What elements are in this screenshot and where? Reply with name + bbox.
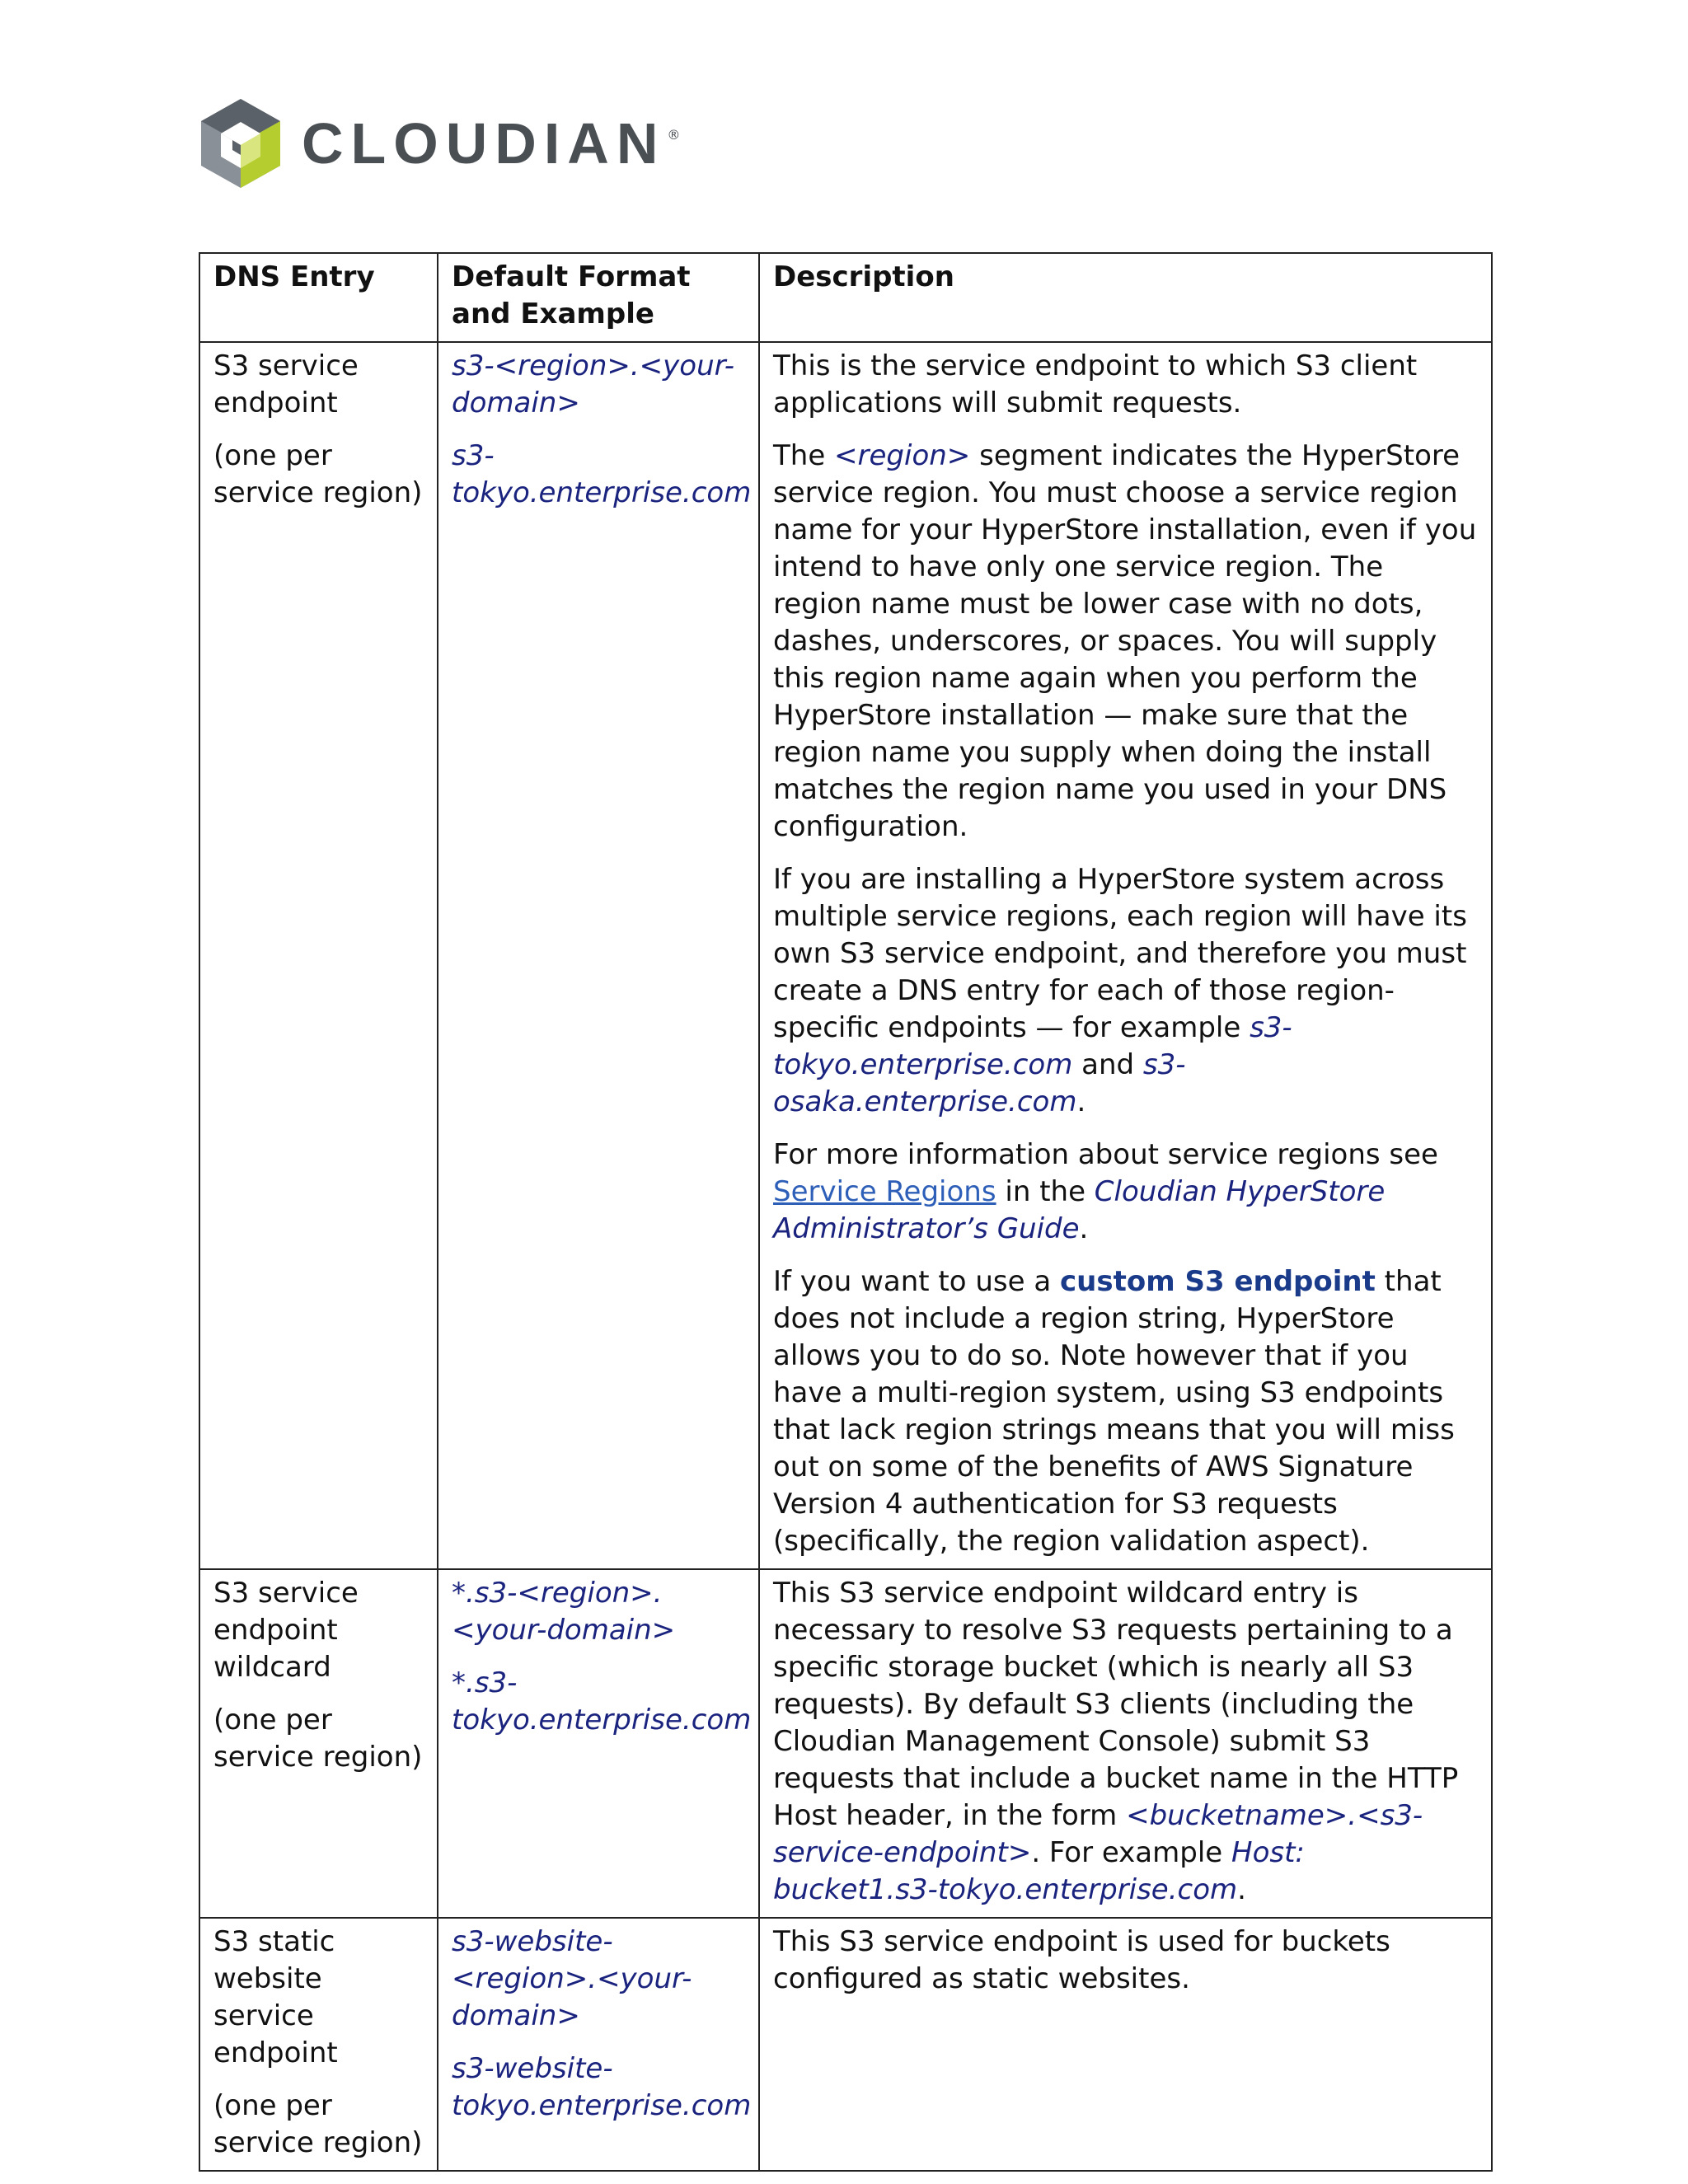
cloudian-logo [198,97,680,190]
description-paragraph [773,1575,1478,1909]
description-cell [759,342,1492,1569]
entry-cell [199,1918,438,2171]
text-run: . For example [1031,1836,1232,1869]
header-dns-entry: DNS Entry [199,253,438,342]
description-paragraph [773,1137,1478,1248]
description-paragraph [773,861,1478,1121]
description-paragraph: This S3 service endpoint is used for buckets configured as static websites. [773,1925,1390,1995]
text-run: For more information about service regions see [773,1138,1438,1171]
service-regions-link[interactable]: Service Regions [773,1175,996,1208]
entry-count: (one per service region) [213,2089,423,2159]
example-domain: s3-tokyo.enterprise.com [773,1011,1292,1081]
logo-wordmark: CLOUDIAN [302,111,666,176]
text-run: segment indicates the HyperStore service region. You must choose a service region name for your HyperStore installation, even if you intend to have only one service region. The region name must be lower case with no dots, dashes, underscores, or spaces. You will supply this region name again when you perform the HyperStore installation — make sure that the region name you supply when doing the install matches the region name you used in your DNS configuration. [773,439,1477,843]
text-run: and [1072,1048,1143,1081]
header-default-format: Default Format and Example [438,253,759,342]
cloudian-cube-icon [198,97,284,190]
entry-name: S3 static website service endpoint [213,1925,338,2069]
description-paragraph [773,438,1478,846]
format-cell [438,1569,759,1918]
entry-cell [199,1569,438,1918]
description-cell [759,1569,1492,1918]
text-run: . [1079,1212,1089,1245]
text-run: If you are installing a HyperStore system across multiple service regions, each region will have its own S3 service endpoint, and therefore you must create a DNS entry for each of those region-specific endpoints — for example [773,863,1467,1044]
dns-entries-table [199,252,1493,2172]
table-header-row [199,253,1492,342]
entry-count: (one per service region) [213,439,423,509]
format-pattern: *.s3-<region>.<your-domain> [452,1577,676,1647]
format-pattern: s3-<region>.<your-domain> [452,349,735,419]
host-example: Host: bucket1.s3-tokyo.enterprise.com [773,1836,1305,1906]
format-pattern: s3-website-<region>.<your-domain> [452,1925,692,2032]
format-cell [438,342,759,1569]
table-row [199,1569,1492,1918]
description-paragraph: This is the service endpoint to which S3 client applications will submit requests. [773,349,1418,419]
text-run: If you want to use a [773,1265,1060,1298]
entry-name: S3 service endpoint [213,349,359,419]
table-row [199,1918,1492,2171]
region-token: <region> [834,439,971,472]
entry-count: (one per service region) [213,1704,423,1774]
custom-endpoint-term: custom S3 endpoint [1060,1265,1376,1298]
text-run: . [1237,1873,1246,1906]
format-example: s3-tokyo.enterprise.com [452,439,752,509]
table-row [199,342,1492,1569]
text-run: . [1076,1085,1086,1118]
text-run: that does not include a region string, HyperStore allows you to do so. Note however that if you have a multi-region system, using S3 endpoints that lack region strings means that you will miss out on some of the benefits of AWS Signature Version 4 authentication for S3 requests (specifically, the region validation aspect). [773,1265,1455,1558]
entry-cell [199,342,438,1569]
example-domain: s3-osaka.enterprise.com [773,1048,1186,1118]
format-example: s3-website-tokyo.enterprise.com [452,2052,752,2122]
text-run: in the [996,1175,1095,1208]
text-run: The [773,439,835,472]
entry-name: S3 service endpoint wildcard [213,1577,359,1684]
format-example: *.s3-tokyo.enterprise.com [452,1666,752,1736]
guide-title: Cloudian HyperStore Administrator’s Guide [773,1175,1386,1245]
header-description: Description [759,253,1492,342]
registered-mark: ® [667,127,681,143]
description-paragraph [773,1263,1478,1560]
text-run: This S3 service endpoint wildcard entry is necessary to resolve S3 requests pertaining to a specific storage bucket (which is nearly all S3 requests). By default S3 clients (including the Cloudian Management Console) submit S3 requests that include a bucket name in the HTTP Host header, in the form [773,1577,1459,1832]
host-form: <bucketname>.<s3-service-endpoint> [773,1799,1423,1869]
format-cell [438,1918,759,2171]
description-cell [759,1918,1492,2171]
